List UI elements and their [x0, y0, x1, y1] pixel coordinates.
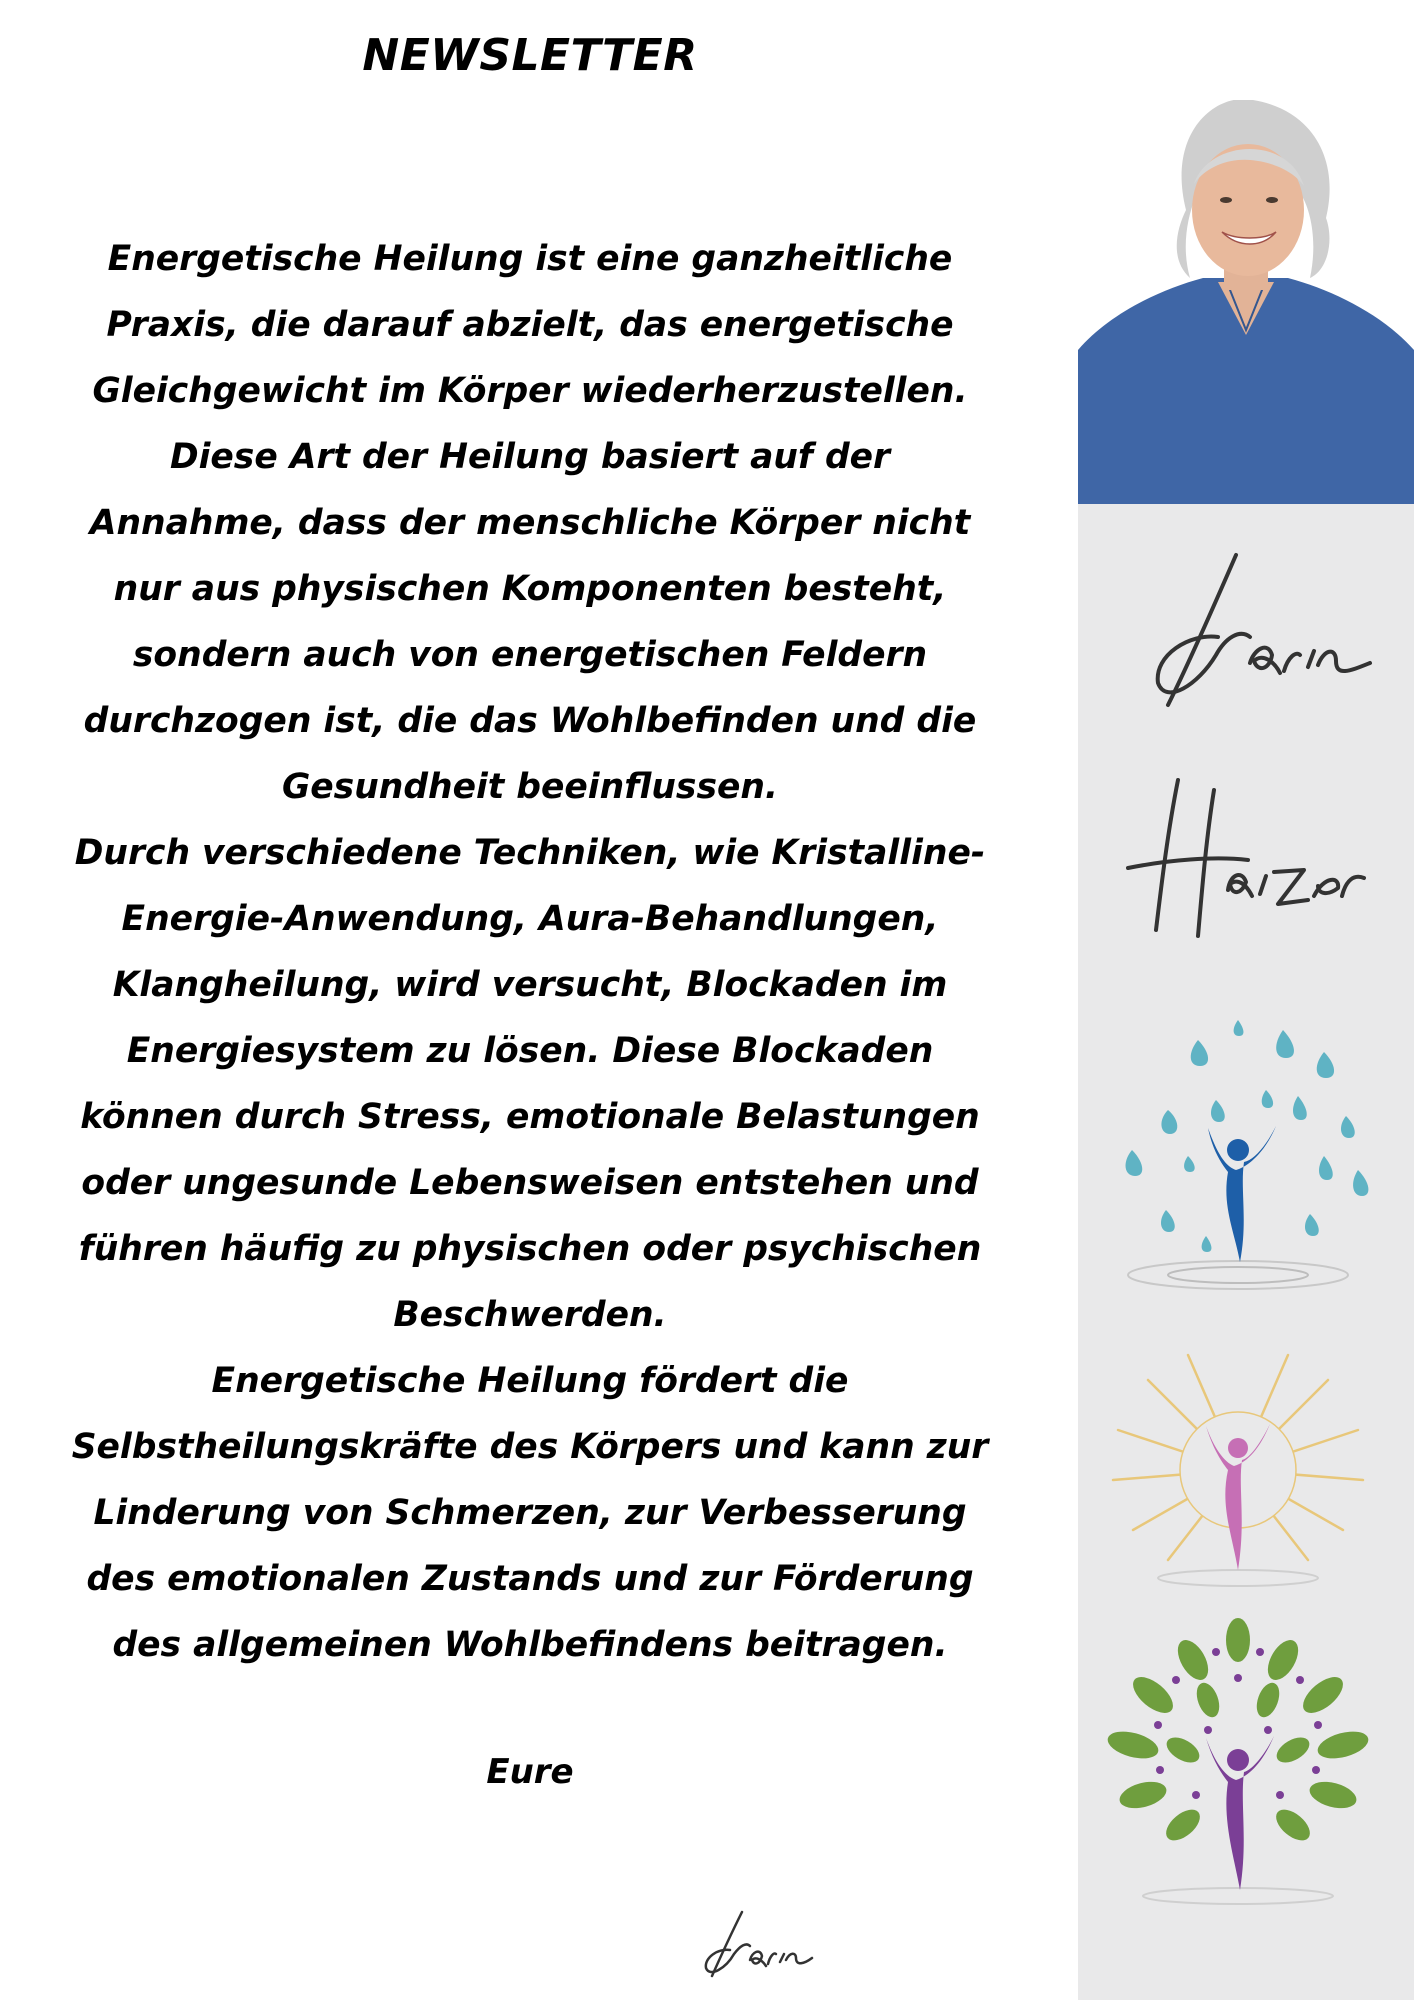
tree-figure-icon [1088, 1610, 1388, 1910]
body-line: führen häufig zu physischen oder psychischen [78, 1229, 982, 1269]
body-line: Energetische Heilung fördert die [211, 1361, 849, 1401]
body-line: Gleichgewicht im Körper wiederherzustellen. [92, 371, 968, 411]
body-line: Praxis, die darauf abzielt, das energetische [106, 305, 954, 345]
body-line: durchzogen ist, die das Wohlbefinden und die [83, 701, 977, 741]
body-line: Annahme, dass der menschliche Körper nicht [89, 503, 971, 543]
signature-last-name [1118, 770, 1378, 950]
body-line: sondern auch von energetischen Feldern [132, 635, 928, 675]
body-line: Energie-Anwendung, Aura-Behandlungen, [121, 899, 939, 939]
body-line: oder ungesunde Lebensweisen entstehen und [81, 1163, 979, 1203]
body-line: Durch verschiedene Techniken, wie Kristalline- [74, 833, 986, 873]
body-line: des emotionalen Zustands und zur Förderung [86, 1559, 974, 1599]
author-portrait [1078, 100, 1414, 504]
body-line: Diese Art der Heilung basiert auf der [169, 437, 891, 477]
body-line: Energetische Heilung ist eine ganzheitliche [107, 239, 953, 279]
body-line: Gesundheit beeinflussen. [281, 767, 779, 807]
newsletter-body [50, 226, 1010, 1678]
signature-first-name [1138, 545, 1378, 715]
body-line: Beschwerden. [393, 1295, 667, 1335]
sidebar-top-space [1078, 0, 1414, 100]
sidebar [1078, 0, 1414, 2000]
page-title: NEWSLETTER [362, 30, 698, 81]
body-line: Energiesystem zu lösen. Diese Blockaden [126, 1031, 934, 1071]
body-line: nur aus physischen Komponenten besteht, [113, 569, 947, 609]
body-line: Klangheilung, wird versucht, Blockaden im [112, 965, 948, 1005]
closing-text: Eure [486, 1752, 574, 1792]
sun-figure-icon [1088, 1320, 1388, 1620]
water-figure-icon [1088, 1000, 1388, 1300]
body-line: Linderung von Schmerzen, zur Verbesserung [93, 1493, 967, 1533]
body-line: des allgemeinen Wohlbefindens beitragen. [112, 1625, 948, 1665]
signature-karin-small [690, 1898, 820, 1988]
body-line: Selbstheilungskräfte des Körpers und kann zur [71, 1427, 989, 1467]
body-line: können durch Stress, emotionale Belastungen [80, 1097, 980, 1137]
